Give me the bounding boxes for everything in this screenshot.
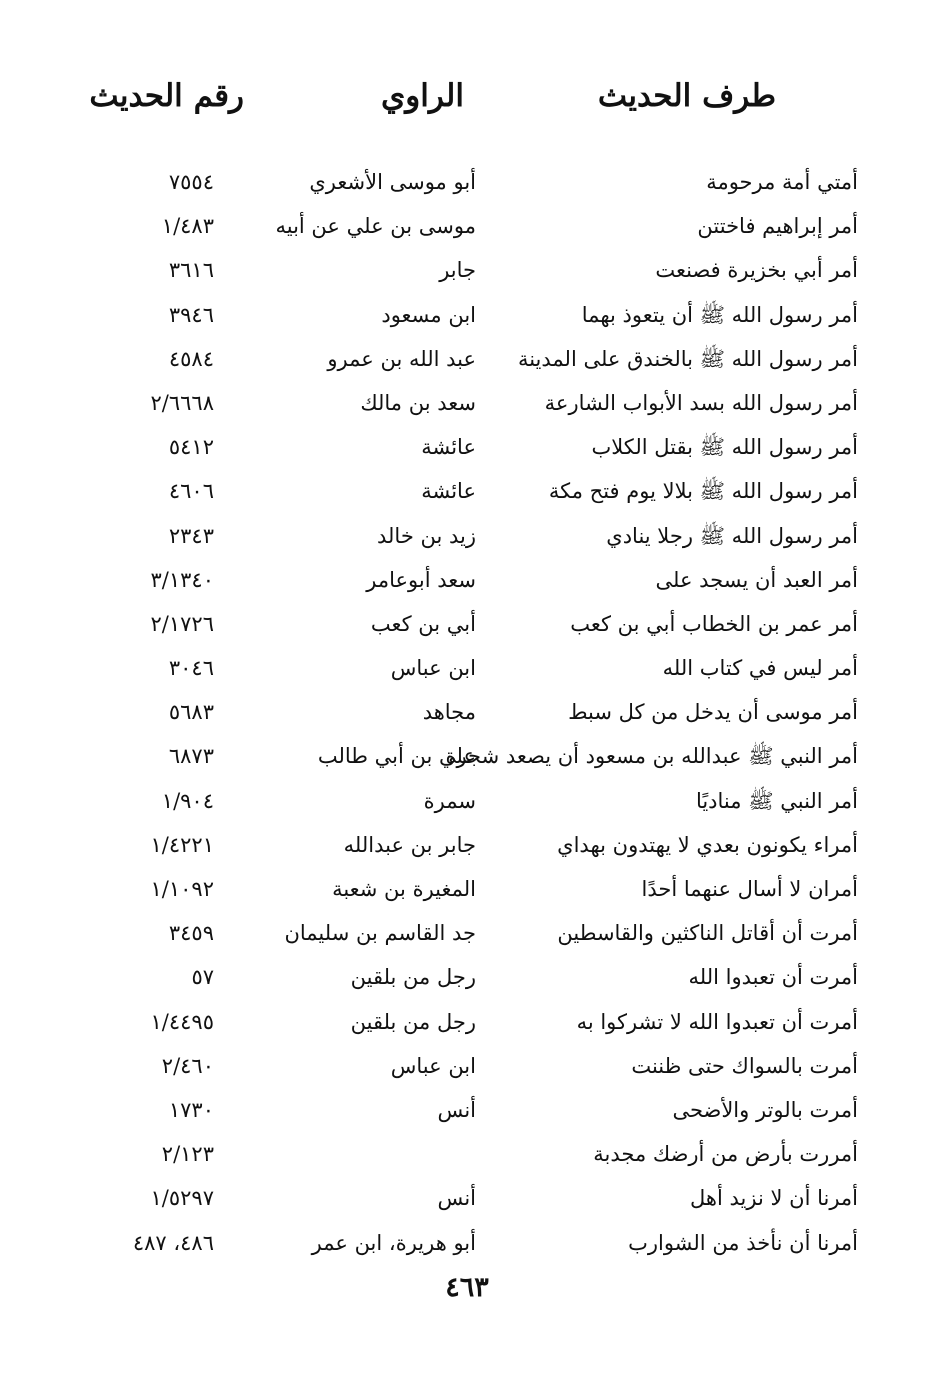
header-narrator: الراوي [380, 78, 464, 114]
table-row [0, 734, 934, 778]
hadith-number-cell: ٣٩٤٦ [168, 302, 214, 327]
table-row [0, 1132, 934, 1176]
table-row [0, 867, 934, 911]
table-row [0, 1176, 934, 1220]
hadith-number-cell: ٢/١٢٣ [161, 1142, 214, 1167]
table-row [0, 1221, 934, 1265]
hadith-beginning-cell: أمر إبراهيم فاختتن [697, 214, 858, 239]
table-row [0, 514, 934, 558]
hadith-number-cell: ١/٩٠٤ [161, 788, 214, 813]
narrator-cell: سعد بن مالك [360, 390, 476, 415]
table-row [0, 337, 934, 381]
hadith-beginning-cell: أمر العبد أن يسجد على [655, 567, 858, 592]
hadith-number-cell: ٤٨٦، ٤٨٧ [132, 1230, 214, 1255]
hadith-number-cell: ٤٦٠٦ [168, 479, 214, 504]
narrator-cell: سمرة [423, 788, 476, 813]
narrator-cell: أبو هريرة، ابن عمر [311, 1230, 476, 1255]
table-row [0, 204, 934, 248]
hadith-number-cell: ٢٣٤٣ [168, 523, 214, 548]
table-row [0, 823, 934, 867]
table-row [0, 293, 934, 337]
table-row [0, 1088, 934, 1132]
hadith-number-cell: ١/٥٢٩٧ [150, 1186, 214, 1211]
hadith-number-cell: ٣٦١٦ [168, 258, 214, 283]
hadith-number-cell: ٣٠٤٦ [168, 656, 214, 681]
header-hadith-number: رقم الحديث [89, 78, 244, 114]
hadith-beginning-cell: أمرت بالسواك حتى ظننت [631, 1053, 858, 1078]
hadith-number-cell: ٢/١٧٢٦ [150, 611, 214, 636]
hadith-number-cell: ١/١٠٩٢ [150, 877, 214, 901]
narrator-cell: ابن مسعود [381, 302, 476, 327]
hadith-number-cell: ١/٤٨٣ [161, 214, 214, 239]
hadith-number-cell: ١٧٣٠ [168, 1097, 214, 1122]
table-row [0, 911, 934, 955]
hadith-beginning-cell: أمر رسول الله ﷺ بالخندق على المدينة [517, 346, 858, 371]
narrator-cell: ابن عباس [390, 656, 476, 681]
hadith-beginning-cell: أمر رسول الله ﷺ بقتل الكلاب [591, 435, 858, 460]
hadith-beginning-cell: أمراء يكونون بعدي لا يهتدون بهداي [557, 832, 858, 857]
hadith-beginning-cell: أمرت أن تعبدوا الله [688, 965, 858, 990]
narrator-cell: أبو موسى الأشعري [309, 170, 476, 194]
hadith-number-cell: ١/٤٢٢١ [150, 832, 214, 857]
hadith-beginning-cell: أمرنا أن نأخذ من الشوارب [628, 1230, 858, 1255]
hadith-beginning-cell: أمر أبي بخزيرة فصنعت [655, 258, 858, 283]
table-row [0, 160, 934, 204]
table-row [0, 1000, 934, 1044]
hadith-beginning-cell: أمر ليس في كتاب الله [662, 656, 858, 681]
table-row [0, 1044, 934, 1088]
hadith-beginning-cell: أمر رسول الله ﷺ رجلا ينادي [606, 523, 858, 548]
hadith-beginning-cell: أمر رسول الله ﷺ أن يتعوذ بهما [581, 302, 858, 327]
narrator-cell: المغيرة بن شعبة [332, 877, 476, 901]
narrator-cell: عائشة [421, 435, 476, 460]
narrator-cell: زيد بن خالد [377, 523, 476, 548]
table-header [0, 78, 934, 128]
narrator-cell: ابن عباس [390, 1053, 476, 1078]
narrator-cell: عبد الله بن عمرو [327, 346, 476, 371]
table-row [0, 469, 934, 513]
narrator-cell: علي بن أبي طالب [317, 744, 476, 769]
table-row [0, 955, 934, 999]
table-row [0, 381, 934, 425]
table-row [0, 646, 934, 690]
narrator-cell: جد القاسم بن سليمان [284, 921, 476, 946]
hadith-beginning-cell: أمر موسى أن يدخل من كل سبط [568, 700, 858, 725]
narrator-cell: رجل من بلقين [350, 965, 476, 990]
narrator-cell: موسى بن علي عن أبيه [275, 214, 476, 239]
narrator-cell: جابر [439, 258, 476, 283]
hadith-beginning-cell: أمررت بأرض من أرضك مجدبة [593, 1142, 858, 1167]
header-hadith-beginning: طرف الحديث [597, 78, 776, 114]
table-row [0, 779, 934, 823]
table-row [0, 558, 934, 602]
hadith-number-cell: ٤٥٨٤ [168, 346, 214, 371]
table-row [0, 690, 934, 734]
hadith-number-cell: ٢/٦٦٦٨ [150, 390, 214, 415]
hadith-beginning-cell: أمرت أن أقاتل الناكثين والقاسطين [557, 921, 858, 946]
hadith-index-table [0, 160, 934, 1265]
hadith-number-cell: ٣٤٥٩ [168, 921, 214, 946]
narrator-cell: أبي بن كعب [370, 611, 476, 636]
hadith-number-cell: ٦٨٧٣ [168, 744, 214, 769]
hadith-beginning-cell: أمر النبي ﷺ عبدالله بن مسعود أن يصعد شجرة [445, 744, 858, 769]
table-row [0, 248, 934, 292]
table-row [0, 602, 934, 646]
hadith-beginning-cell: أمر رسول الله بسد الأبواب الشارعة [544, 390, 858, 415]
narrator-cell: جابر بن عبدالله [343, 832, 476, 857]
hadith-number-cell: ١/٤٤٩٥ [150, 1009, 214, 1034]
hadith-beginning-cell: أمر عمر بن الخطاب أبي بن كعب [570, 611, 858, 636]
hadith-number-cell: ٣/١٣٤٠ [150, 567, 214, 592]
hadith-beginning-cell: أمرت أن تعبدوا الله لا تشركوا به [576, 1009, 858, 1034]
narrator-cell: عائشة [421, 479, 476, 504]
hadith-beginning-cell: أمر رسول الله ﷺ بلالا يوم فتح مكة [548, 479, 858, 504]
hadith-number-cell: ٢/٤٦٠ [161, 1053, 214, 1078]
hadith-beginning-cell: أمر النبي ﷺ مناديًا [695, 788, 858, 813]
hadith-number-cell: ٥٤١٢ [168, 435, 214, 460]
table-row [0, 425, 934, 469]
hadith-number-cell: ٧٥٥٤ [168, 170, 214, 194]
page-number: ٤٦٣ [445, 1272, 489, 1303]
narrator-cell: أنس [437, 1186, 476, 1211]
narrator-cell: مجاهد [422, 700, 476, 725]
hadith-beginning-cell: أمرت بالوتر والأضحى [672, 1097, 858, 1122]
narrator-cell: سعد أبوعامر [366, 567, 476, 592]
narrator-cell: رجل من بلقين [350, 1009, 476, 1034]
hadith-beginning-cell: أمران لا أسال عنهما أحدًا [641, 877, 858, 901]
hadith-number-cell: ٥٧ [191, 965, 214, 990]
hadith-beginning-cell: أمتي أمة مرحومة [706, 170, 858, 194]
hadith-number-cell: ٥٦٨٣ [168, 700, 214, 725]
hadith-beginning-cell: أمرنا أن لا نزيد أهل [690, 1186, 858, 1211]
narrator-cell: أنس [437, 1097, 476, 1122]
